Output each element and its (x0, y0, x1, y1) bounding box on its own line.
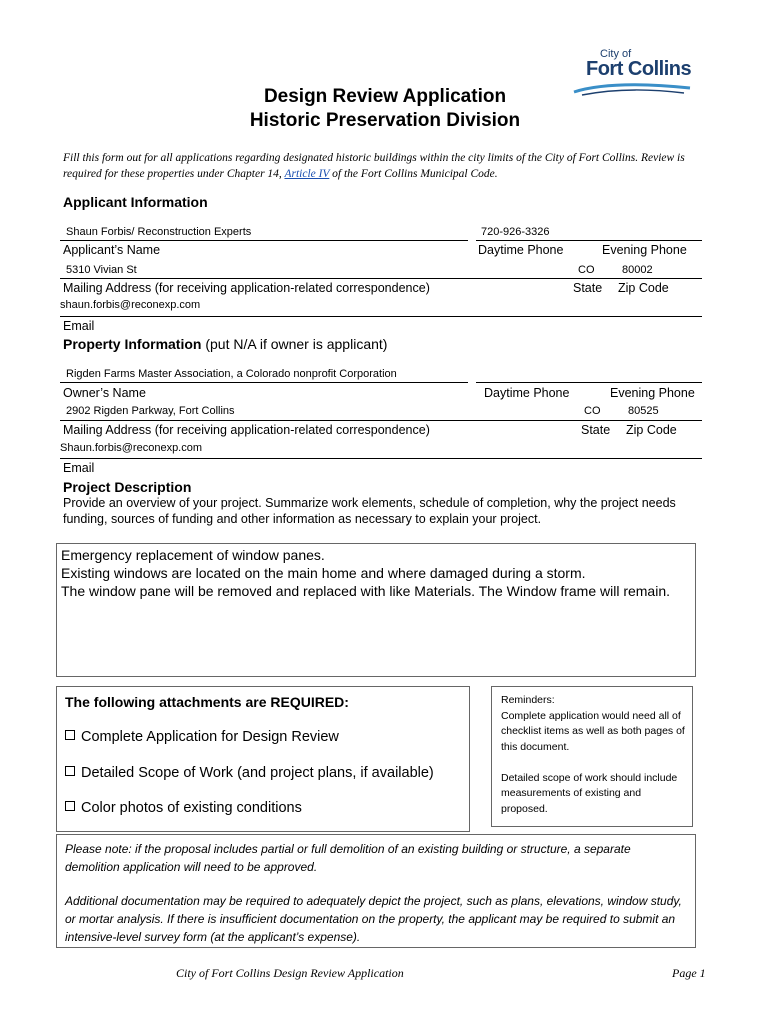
note-box (56, 834, 696, 948)
reminders-text: Reminders: Complete application would need all of checklist items as well as both pages of this document. Detailed scope of work should include measurements of existing and proposed. (501, 694, 685, 815)
owner-state-label: State (581, 423, 611, 437)
checkbox-icon[interactable] (65, 801, 75, 811)
applicant-email-value[interactable]: shaun.forbis@reconexp.com (60, 299, 201, 311)
owner-name-label: Owner’s Name (63, 386, 146, 400)
checkbox-icon[interactable] (65, 730, 75, 740)
logo-name-text: Fort Collins (586, 58, 692, 80)
note-demolition: Please note: if the proposal includes partial or full demolition of an existing building or structure, a separate demolition application will need to be approved. (65, 842, 631, 874)
applicant-name-label: Applicant’s Name (63, 243, 161, 257)
checkbox-icon[interactable] (65, 766, 75, 776)
owner-evening-phone-label: Evening Phone (610, 386, 695, 400)
owner-zip-label: Zip Code (626, 423, 677, 437)
project-description-box[interactable] (56, 543, 696, 677)
reminders-box (491, 686, 693, 827)
attachment-item[interactable]: Detailed Scope of Work (and project plans, if available) (65, 765, 434, 781)
applicant-evening-phone-label: Evening Phone (602, 243, 687, 257)
note-additional-docs: Additional documentation may be required to adequately depict the project, such as plans, elevations, window study, or mortar analysis. If there is insufficient documentation on the property, the applicant may be required to submit an intensive-level survey form (at the applicant’s expense). (65, 894, 682, 944)
logo-city-text: City of (600, 48, 632, 60)
applicant-address-value[interactable]: 5310 Vivian St (66, 264, 137, 276)
applicant-email-label: Email (63, 319, 95, 333)
applicant-daytime-phone-label: Daytime Phone (478, 243, 564, 257)
attachments-heading: The following attachments are REQUIRED: (65, 694, 349, 710)
footer-doc-title: City of Fort Collins Design Review Application (176, 966, 404, 980)
property-heading: Property Information (put N/A if owner is applicant) (63, 336, 388, 352)
page-title: Design Review Application (263, 86, 507, 107)
attachment-item[interactable]: Complete Application for Design Review (65, 729, 339, 745)
owner-zip-value[interactable]: 80525 (628, 405, 659, 417)
owner-address-label: Mailing Address (for receiving application-related correspondence) (63, 423, 430, 437)
owner-address-value[interactable]: 2902 Rigden Parkway, Fort Collins (66, 405, 235, 417)
project-description-text: Emergency replacement of window panes. Existing windows are located on the main home and where damaged during a storm. The window pane will be removed and replaced with like Materials. The Window frame will remain. (61, 547, 671, 599)
article-iv-link[interactable]: Article IV (284, 168, 330, 180)
applicant-zip-value[interactable]: 80002 (622, 264, 653, 276)
project-instructions: Provide an overview of your project. Summarize work elements, schedule of completion, why the project needs funding, sources of funding and other information as necessary to explain your project. (63, 496, 676, 526)
owner-state-value[interactable]: CO (584, 405, 601, 417)
owner-email-label: Email (63, 461, 95, 475)
applicant-name-value[interactable]: Shaun Forbis/ Reconstruction Experts (66, 226, 252, 238)
applicant-state-value[interactable]: CO (578, 264, 595, 276)
applicant-heading: Applicant Information (63, 194, 208, 210)
applicant-address-label: Mailing Address (for receiving application-related correspondence) (63, 281, 430, 295)
owner-name-value[interactable]: Rigden Farms Master Association, a Colorado nonprofit Corporation (66, 368, 397, 380)
attachments-box (56, 686, 470, 832)
applicant-state-label: State (573, 281, 603, 295)
attachment-item[interactable]: Color photos of existing conditions (65, 800, 302, 816)
footer-page-number: Page 1 (672, 966, 706, 980)
project-heading: Project Description (63, 479, 192, 495)
applicant-zip-label: Zip Code (618, 281, 669, 295)
owner-daytime-phone-label: Daytime Phone (484, 386, 570, 400)
intro-text: Fill this form out for all applications regarding designated historic buildings within the city limits of the City of Fort Collins. Review is required for these properties under Chapter 14, Article IV of the Fort Collins Municipal Code. (63, 152, 685, 180)
owner-email-value[interactable]: Shaun.forbis@reconexp.com (60, 442, 203, 454)
page-subtitle: Historic Preservation Division (249, 110, 521, 131)
applicant-daytime-phone-value[interactable]: 720-926-3326 (481, 226, 550, 238)
